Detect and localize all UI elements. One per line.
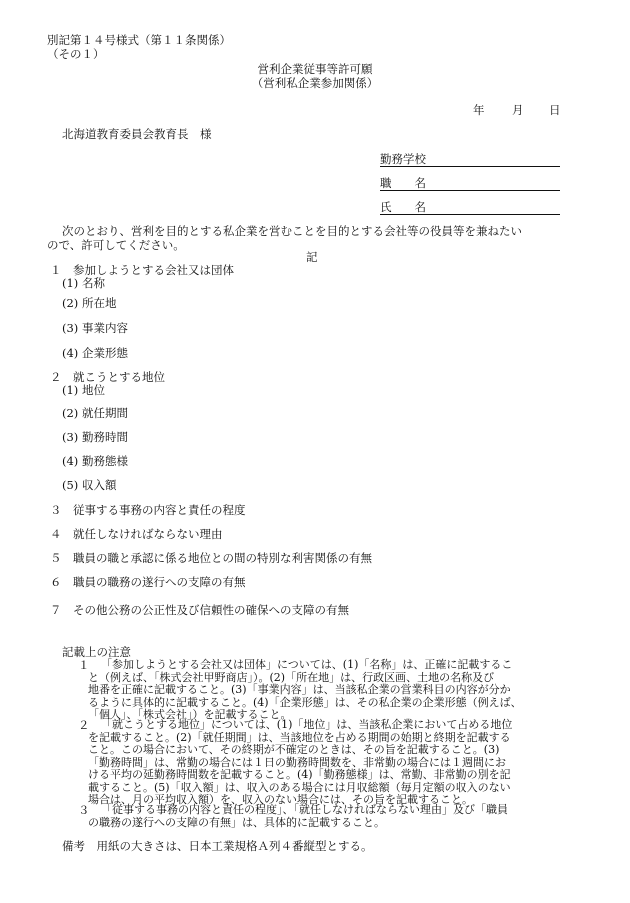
form-sub-label: （その１） bbox=[47, 47, 105, 61]
note-2-line-6: 載すること。(5)「収入額」は、収入のある場合には月収総額（毎月定額の収入のない bbox=[88, 781, 511, 794]
remark: 備考 用紙の大きさは、日本工業規格Ａ列４番縦型とする。 bbox=[62, 839, 373, 853]
item-2-5: (5) 収入額 bbox=[62, 478, 117, 492]
school-field[interactable] bbox=[380, 166, 560, 167]
item-3: ３ 従事する事務の内容と責任の程度 bbox=[50, 503, 246, 517]
item-2-2: (2) 就任期間 bbox=[62, 406, 128, 420]
date-month: 月 bbox=[512, 103, 524, 117]
name-field[interactable] bbox=[380, 214, 560, 215]
note-1-line-4: るように具体的に記載すること。(4)「企業形態」は、その私企業の企業形態（例えば、 bbox=[88, 696, 522, 709]
item-1-1: (1) 名称 bbox=[62, 276, 105, 290]
intro-line-2: ので、許可してください。 bbox=[47, 238, 185, 252]
item-2-heading: ２ 就こうとする地位 bbox=[50, 370, 165, 384]
item-2-1: (1) 地位 bbox=[62, 383, 105, 397]
date-year: 年 bbox=[473, 103, 485, 117]
item-1-3: (3) 事業内容 bbox=[62, 321, 128, 335]
item-1-4: (4) 企業形態 bbox=[62, 346, 128, 360]
position-field[interactable] bbox=[380, 190, 560, 191]
date-day: 日 bbox=[549, 103, 561, 117]
position-label: 職 名 bbox=[380, 176, 426, 190]
item-6: ６ 職員の職務の遂行への支障の有無 bbox=[50, 575, 246, 589]
item-1-2: (2) 所在地 bbox=[62, 296, 117, 310]
note-3-line-2: の職務の遂行への支障の有無」は、具体的に記載すること。 bbox=[88, 816, 385, 829]
note-1-line-3: 地番を正確に記載すること。(3)「事業内容」は、当該私企業の営業科目の内容が分か bbox=[88, 683, 511, 696]
intro-line-1: 次のとおり、営利を目的とする私企業を営むことを目的とする会社等の役員等を兼ねたい bbox=[62, 224, 522, 238]
document-title: 営利企業従事等許可願 bbox=[257, 62, 373, 76]
name-label: 氏 名 bbox=[380, 200, 426, 214]
item-7: ７ その他公務の公正性及び信頼性の確保への支障の有無 bbox=[50, 603, 349, 617]
note-3-number: ３ bbox=[78, 803, 90, 817]
note-2-line-4: 「勤務時間」は、常勤の場合には１日の勤務時間数を、非常勤の場合には１週間にお bbox=[88, 756, 506, 769]
document-subtitle: （営利私企業参加関係） bbox=[251, 76, 379, 90]
item-1-heading: １ 参加しようとする会社又は団体 bbox=[50, 263, 234, 277]
note-2-number: ２ bbox=[78, 718, 90, 732]
item-5: ５ 職員の職と承認に係る地位との間の特別な利害関係の有無 bbox=[50, 551, 372, 565]
form-label: 別記第１４号様式（第１１条関係） bbox=[47, 33, 231, 47]
note-2-line-7: 場合は、月の平均収入額）を、収入のない場合には、その旨を記載すること。 bbox=[88, 793, 473, 806]
note-1-line-1: 「参加しようとする会社又は団体」については、(1)「名称」は、正確に記載するこ bbox=[101, 658, 513, 671]
item-2-3: (3) 勤務時間 bbox=[62, 430, 128, 444]
note-2-line-5: ける平均の延勤務時間数を記載すること。(4)「勤務態様」は、常勤、非常勤の別を記 bbox=[88, 768, 511, 781]
school-label: 勤務学校 bbox=[380, 152, 426, 166]
note-1-line-2: と（例えば、「株式会社甲野商店」）。(2)「所在地」は、行政区画、土地の名称及び bbox=[88, 671, 495, 684]
note-1-line-5: 「個人」、「株式会社」）を記載すること。 bbox=[88, 708, 292, 721]
item-2-4: (4) 勤務態様 bbox=[62, 454, 128, 468]
note-2-line-2: を記載すること。(2)「就任期間」は、当該地位を占める期間の始期と終期を記載する bbox=[88, 731, 511, 744]
addressee: 北海道教育委員会教育長 様 bbox=[62, 127, 212, 141]
note-2-line-1: 「就こうとする地位」については、(1)「地位」は、当該私企業において占める地位 bbox=[101, 718, 513, 731]
item-4: ４ 就任しなければならない理由 bbox=[50, 527, 223, 541]
note-1-number: １ bbox=[78, 658, 90, 672]
note-3-line-1: 「従事する事務の内容と責任の程度」、「就任しなければならない理由」及び「職員 bbox=[101, 803, 508, 816]
note-2-line-3: こと。この場合において、その終期が不確定のときは、その旨を記載すること。(3) bbox=[88, 743, 500, 756]
notes-heading: 記載上の注意 bbox=[62, 645, 131, 659]
ki-label: 記 bbox=[306, 250, 318, 264]
